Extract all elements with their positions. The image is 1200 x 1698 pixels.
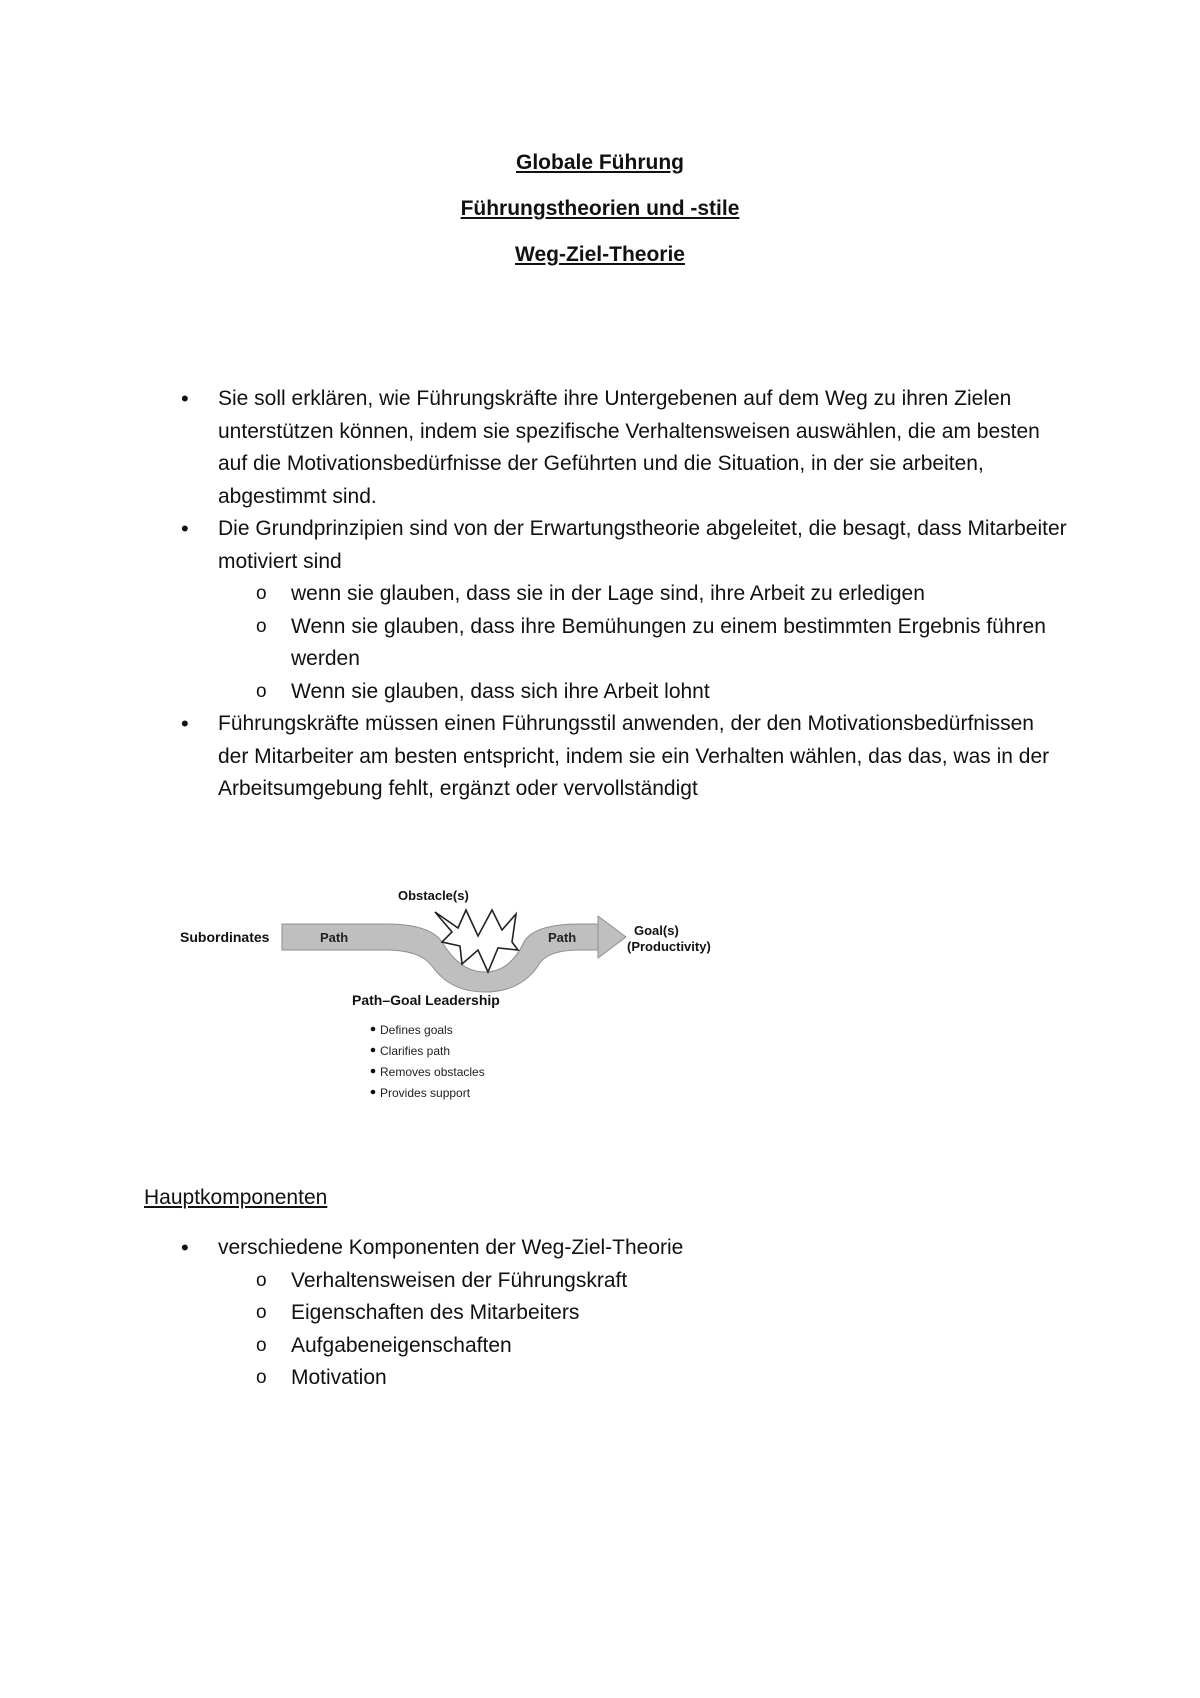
leadership-bullet-dot (371, 1048, 376, 1053)
path-goal-diagram-svg (170, 880, 730, 1120)
sub-bullet-item: o Verhaltensweisen der Führungskraft (0, 1265, 1051, 1298)
document-topic: Weg-Ziel-Theorie (515, 243, 685, 266)
path-label-right: Path (548, 930, 577, 945)
bullet-item: • Die Grundprinzipien sind von der Erwartungstheorie abgeleitet, die besagt, dass Mitarbeiter motiviert sind (0, 513, 1068, 578)
subordinates-label: Subordinates (180, 929, 270, 945)
leadership-bullet-dot (371, 1090, 376, 1095)
sub-bullet-item: o Wenn sie glauben, dass ihre Bemühungen zu einem bestimmten Ergebnis führen werden (0, 611, 1051, 676)
sub-bullet-item: o Eigenschaften des Mitarbeiters (0, 1297, 1051, 1330)
document-subtitle: Führungstheorien und -stile (460, 197, 740, 220)
sub-bullet-item: o wenn sie glauben, dass sie in der Lage sind, ihre Arbeit zu erledigen (0, 578, 1051, 611)
goal-sub-label: (Productivity) (627, 939, 711, 954)
path-arrowhead (598, 916, 626, 958)
leadership-item: Defines goals (380, 1023, 453, 1037)
title-block (0, 140, 1200, 278)
goal-label: Goal(s) (634, 923, 679, 938)
main-bullet-list (0, 383, 1200, 806)
leadership-item: Provides support (380, 1086, 471, 1100)
leadership-item: Removes obstacles (380, 1065, 485, 1079)
leadership-bullet-dot (371, 1069, 376, 1074)
leadership-title: Path–Goal Leadership (352, 992, 500, 1008)
sub-bullet-item: o Aufgabeneigenschaften (0, 1330, 1051, 1363)
leadership-item: Clarifies path (380, 1044, 451, 1058)
sub-bullet-item: o Motivation (0, 1362, 1051, 1395)
document-title: Globale Führung (516, 151, 684, 174)
path-goal-diagram (170, 880, 730, 1120)
obstacle-label: Obstacle(s) (398, 888, 469, 903)
components-list (0, 1232, 1200, 1395)
bullet-item: • verschiedene Komponenten der Weg-Ziel-Theorie (0, 1232, 1068, 1265)
path-label-left: Path (320, 930, 349, 945)
bullet-item: • Führungskräfte müssen einen Führungsstil anwenden, der den Motivationsbedürfnissen der Mitarbeiter am besten entspricht, indem sie ein Verhalten wählen, das das, was in der Arbeitsumgebung fehlt, ergänzt oder vervollständigt (0, 708, 1068, 806)
leadership-bullet-dot (371, 1027, 376, 1032)
sub-bullet-item: o Wenn sie glauben, dass sich ihre Arbeit lohnt (0, 676, 1051, 709)
section-heading: Hauptkomponenten (144, 1186, 328, 1209)
bullet-item: • Sie soll erklären, wie Führungskräfte ihre Untergebenen auf dem Weg zu ihren Zielen unterstützen können, indem sie spezifische Verhaltensweisen auswählen, die am besten auf die Motivationsbedürfnisse der Geführten und die Situation, in der sie arbeiten, abgestimmt sind. (0, 383, 1068, 513)
